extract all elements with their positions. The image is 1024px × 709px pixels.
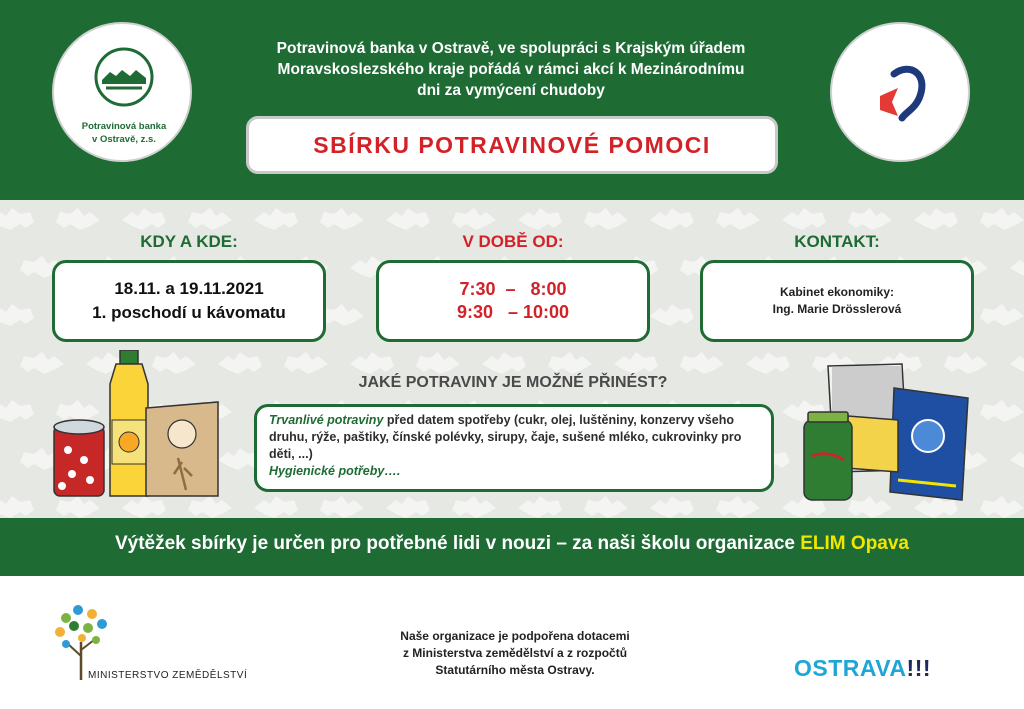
pattern-silhouette <box>548 352 592 374</box>
support-line-2: z Ministerstva zemědělství a z rozpočtů <box>402 646 628 660</box>
pattern-silhouette <box>416 352 460 374</box>
groceries-right-illustration <box>798 360 974 506</box>
banner-text <box>0 533 1024 555</box>
pattern-silhouette <box>350 352 394 374</box>
pattern-silhouette <box>1010 448 1024 470</box>
region-logo <box>830 22 970 162</box>
intro-line-3: dni za vymýcení chudoby <box>417 82 605 99</box>
food-bank-emblem-icon <box>94 46 154 108</box>
location-line: 1. poschodí u kávomatu <box>92 303 286 322</box>
pattern-silhouette <box>680 352 724 374</box>
pattern-silhouette <box>254 496 298 518</box>
pattern-silhouette <box>746 352 790 374</box>
pattern-silhouette <box>614 352 658 374</box>
flour-bag-icon <box>146 402 218 496</box>
ostrava-exclamations: !!! <box>906 655 932 681</box>
pattern-silhouette <box>320 304 364 326</box>
pattern-silhouette <box>584 496 628 518</box>
pattern-silhouette <box>320 208 364 230</box>
pattern-silhouette <box>284 352 328 374</box>
contact-box <box>700 260 974 342</box>
ostrava-logo <box>794 655 931 682</box>
pattern-silhouette <box>716 496 760 518</box>
pattern-silhouette <box>518 208 562 230</box>
banner-organization: ELIM Opava <box>800 533 909 554</box>
pattern-silhouette <box>1010 352 1024 374</box>
oil-bottle-icon <box>110 350 148 496</box>
pattern-silhouette <box>914 208 958 230</box>
pattern-silhouette <box>980 400 1024 422</box>
food-bank-logo <box>52 22 192 162</box>
pattern-silhouette <box>980 304 1024 326</box>
pattern-silhouette <box>1010 256 1024 278</box>
contact-heading: KONTAKT: <box>794 232 880 251</box>
pattern-silhouette <box>650 304 694 326</box>
pattern-silhouette <box>782 208 826 230</box>
pickle-jar-icon <box>804 412 852 500</box>
pattern-silhouette <box>56 208 100 230</box>
region-emblem-icon <box>832 24 972 164</box>
pattern-silhouette <box>320 496 364 518</box>
pattern-silhouette <box>218 352 262 374</box>
pattern-silhouette <box>0 496 34 518</box>
page-title: SBÍRKU POTRAVINOVÉ POMOCI <box>313 131 711 158</box>
ministry-tree-logo-icon <box>46 600 116 680</box>
yellow-packet-icon <box>846 416 898 472</box>
date-line: 18.11. a 19.11.2021 <box>114 279 264 298</box>
pattern-silhouette <box>650 208 694 230</box>
pattern-silhouette <box>386 496 430 518</box>
when-where-heading: KDY A KDE: <box>140 232 238 251</box>
hygiene-label: Hygienické potřeby…. <box>269 464 401 478</box>
support-line-1: Naše organizace je podpořena dotacemi <box>400 629 630 643</box>
logo-line-2: v Ostravě, z.s. <box>92 134 156 145</box>
logo-line-1: Potravinová banka <box>81 121 167 132</box>
contact-office: Kabinet ekonomiky: <box>779 285 895 299</box>
title-box <box>246 116 778 174</box>
pattern-silhouette <box>980 496 1024 518</box>
ministry-label: MINISTERSTVO ZEMĚDĚLSTVÍ <box>88 670 248 681</box>
groceries-left-illustration <box>50 350 222 500</box>
durable-foods-list: před datem spotřeby (cukr, olej, luštěniny, konzervy všeho druhu, rýže, paštiky, čínské polévky, sirupy, čaje, sušené mléko, cukrovinky pro děti, ...) <box>269 413 742 461</box>
pattern-silhouette <box>188 208 232 230</box>
pattern-silhouette <box>482 352 526 374</box>
support-text <box>350 628 680 679</box>
pattern-silhouette <box>122 208 166 230</box>
foods-question: JAKÉ POTRAVINY JE MOŽNÉ PŘINÉST? <box>358 374 668 391</box>
time-slot-1: 7:30 – 8:00 <box>459 279 567 299</box>
pattern-silhouette <box>254 208 298 230</box>
time-slot-2: 9:30 – 10:00 <box>456 302 570 322</box>
time-box <box>376 260 650 342</box>
intro-line-1: Potravinová banka v Ostravě, ve spolupráci s Krajským úřadem <box>276 40 746 57</box>
banner-message: Výtěžek sbírky je určen pro potřebné lidi v nouzi – za naši školu organizace <box>114 533 801 554</box>
pattern-silhouette <box>452 208 496 230</box>
ostrava-word: OSTRAVA <box>794 655 907 681</box>
support-line-3: Statutárního města Ostravy. <box>435 663 595 677</box>
pattern-silhouette <box>584 208 628 230</box>
foods-box <box>254 404 774 492</box>
contact-person: Ing. Marie Drösslerová <box>772 302 902 316</box>
pattern-silhouette <box>848 208 892 230</box>
intro-text <box>218 38 804 101</box>
pattern-silhouette <box>518 496 562 518</box>
pattern-silhouette <box>650 496 694 518</box>
pattern-silhouette <box>386 208 430 230</box>
pattern-silhouette <box>716 208 760 230</box>
durable-foods-label: Trvanlivé potraviny <box>269 413 384 427</box>
when-where-box <box>52 260 326 342</box>
time-heading: V DOBĚ OD: <box>462 232 564 251</box>
pattern-silhouette <box>0 208 34 230</box>
pattern-silhouette <box>0 304 34 326</box>
pattern-silhouette <box>0 400 34 422</box>
tin-can-icon <box>54 420 104 496</box>
pattern-silhouette <box>980 208 1024 230</box>
noodle-box-icon <box>890 388 968 500</box>
food-bank-logo-text <box>54 120 194 146</box>
pattern-silhouette <box>452 496 496 518</box>
intro-line-2: Moravskoslezského kraje pořádá v rámci akcí k Mezinárodnímu <box>277 61 745 78</box>
